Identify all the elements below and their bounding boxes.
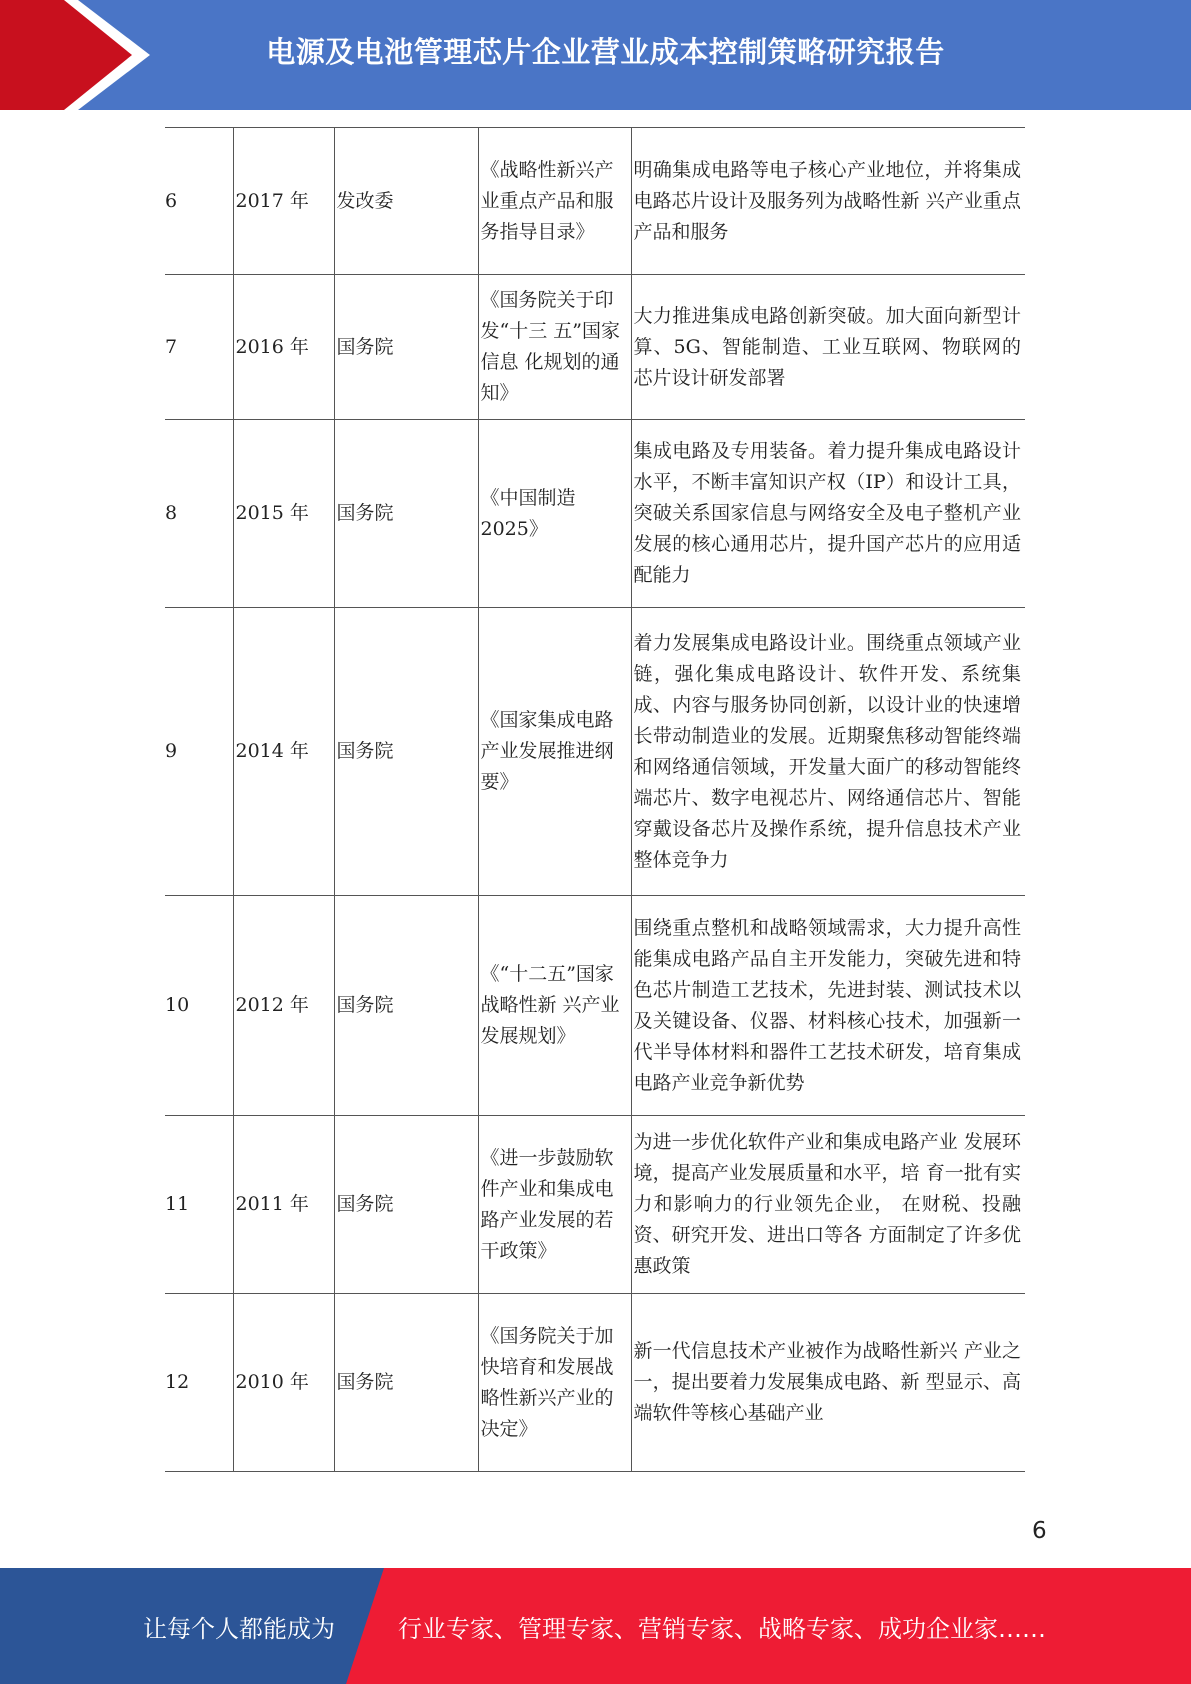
footer-slogan-right: 行业专家、管理专家、营销专家、战略专家、成功企业家…… <box>398 1614 1046 1643</box>
row-department: 国务院 <box>334 896 478 1116</box>
table-row <box>165 128 1025 275</box>
table-row <box>165 275 1025 420</box>
row-department: 国务院 <box>334 420 478 608</box>
row-year: 2011 年 <box>233 1116 334 1294</box>
row-number: 6 <box>165 128 233 275</box>
report-header <box>0 0 1191 110</box>
row-document: 《国务院关于印发“十三 五”国家信息 化规划的通 知》 <box>478 275 631 420</box>
row-document: 《战略性新兴产业重点产品和服务指导目录》 <box>478 128 631 275</box>
row-content: 明确集成电路等电子核心产业地位，并将集成电路芯片设计及服务列为战略性新 兴产业重点产品和服务 <box>631 128 1025 275</box>
row-document: 《国务院关于加快培育和发展战略性新兴产业的决定》 <box>478 1294 631 1472</box>
row-content: 新一代信息技术产业被作为战略性新兴 产业之一，提出要着力发展集成电路、新 型显示、高端软件等核心基础产业 <box>631 1294 1025 1472</box>
row-content: 围绕重点整机和战略领域需求，大力提升高性能集成电路产品自主开发能力，突破先进和特色芯片制造工艺技术，先进封装、测试技术以及关键设备、仪器、材料核心技术，加强新一代半导体材料和器件工艺技术研发，培育集成电路产业竞争新优势 <box>631 896 1025 1116</box>
table-row <box>165 1116 1025 1294</box>
row-department: 国务院 <box>334 1294 478 1472</box>
row-number: 10 <box>165 896 233 1116</box>
row-document: 《进一步鼓励软件产业和集成电路产业发展的若干政策》 <box>478 1116 631 1294</box>
row-number: 11 <box>165 1116 233 1294</box>
row-content: 为进一步优化软件产业和集成电路产业 发展环境，提高产业发展质量和水平，培 育一批有实力和影响力的行业领先企业， 在财税、投融资、研究开发、进出口等各 方面制定了许多优惠政策 <box>631 1116 1025 1294</box>
row-content: 大力推进集成电路创新突破。加大面向新型计算、5G、智能制造、工业互联网、物联网的芯片设计研发部署 <box>631 275 1025 420</box>
row-year: 2010 年 <box>233 1294 334 1472</box>
row-document: 《中国制造2025》 <box>478 420 631 608</box>
table-row <box>165 608 1025 896</box>
row-document: 《“十二五”国家战略性新 兴产业发展规划》 <box>478 896 631 1116</box>
table-row <box>165 420 1025 608</box>
row-year: 2014 年 <box>233 608 334 896</box>
footer-slogan-left: 让每个人都能成为 <box>143 1614 335 1643</box>
row-department: 国务院 <box>334 608 478 896</box>
footer-banner <box>0 1568 1191 1684</box>
report-title: 电源及电池管理芯片企业营业成本控制策略研究报告 <box>266 34 945 69</box>
row-department: 国务院 <box>334 1116 478 1294</box>
row-number: 8 <box>165 420 233 608</box>
row-content: 着力发展集成电路设计业。围绕重点领域产业链，强化集成电路设计、软件开发、系统集成、内容与服务协同创新，以设计业的快速增长带动制造业的发展。近期聚焦移动智能终端和网络通信领域，开发量大面广的移动智能终端芯片、数字电视芯片、网络通信芯片、智能穿戴设备芯片及操作系统，提升信息技术产业整体竞争力 <box>631 608 1025 896</box>
row-number: 7 <box>165 275 233 420</box>
row-department: 发改委 <box>334 128 478 275</box>
table-row <box>165 1294 1025 1472</box>
row-content: 集成电路及专用装备。着力提升集成电路设计水平，不断丰富知识产权（IP）和设计工具，突破关系国家信息与网络安全及电子整机产业发展的核心通用芯片，提升国产芯片的应用适配能力 <box>631 420 1025 608</box>
row-number: 9 <box>165 608 233 896</box>
row-number: 12 <box>165 1294 233 1472</box>
row-year: 2015 年 <box>233 420 334 608</box>
row-year: 2017 年 <box>233 128 334 275</box>
policy-table <box>165 127 1025 1472</box>
row-department: 国务院 <box>334 275 478 420</box>
row-year: 2012 年 <box>233 896 334 1116</box>
row-document: 《国家集成电路产业发展推进纲要》 <box>478 608 631 896</box>
table-row <box>165 896 1025 1116</box>
row-year: 2016 年 <box>233 275 334 420</box>
page-number: 6 <box>1032 1518 1047 1544</box>
